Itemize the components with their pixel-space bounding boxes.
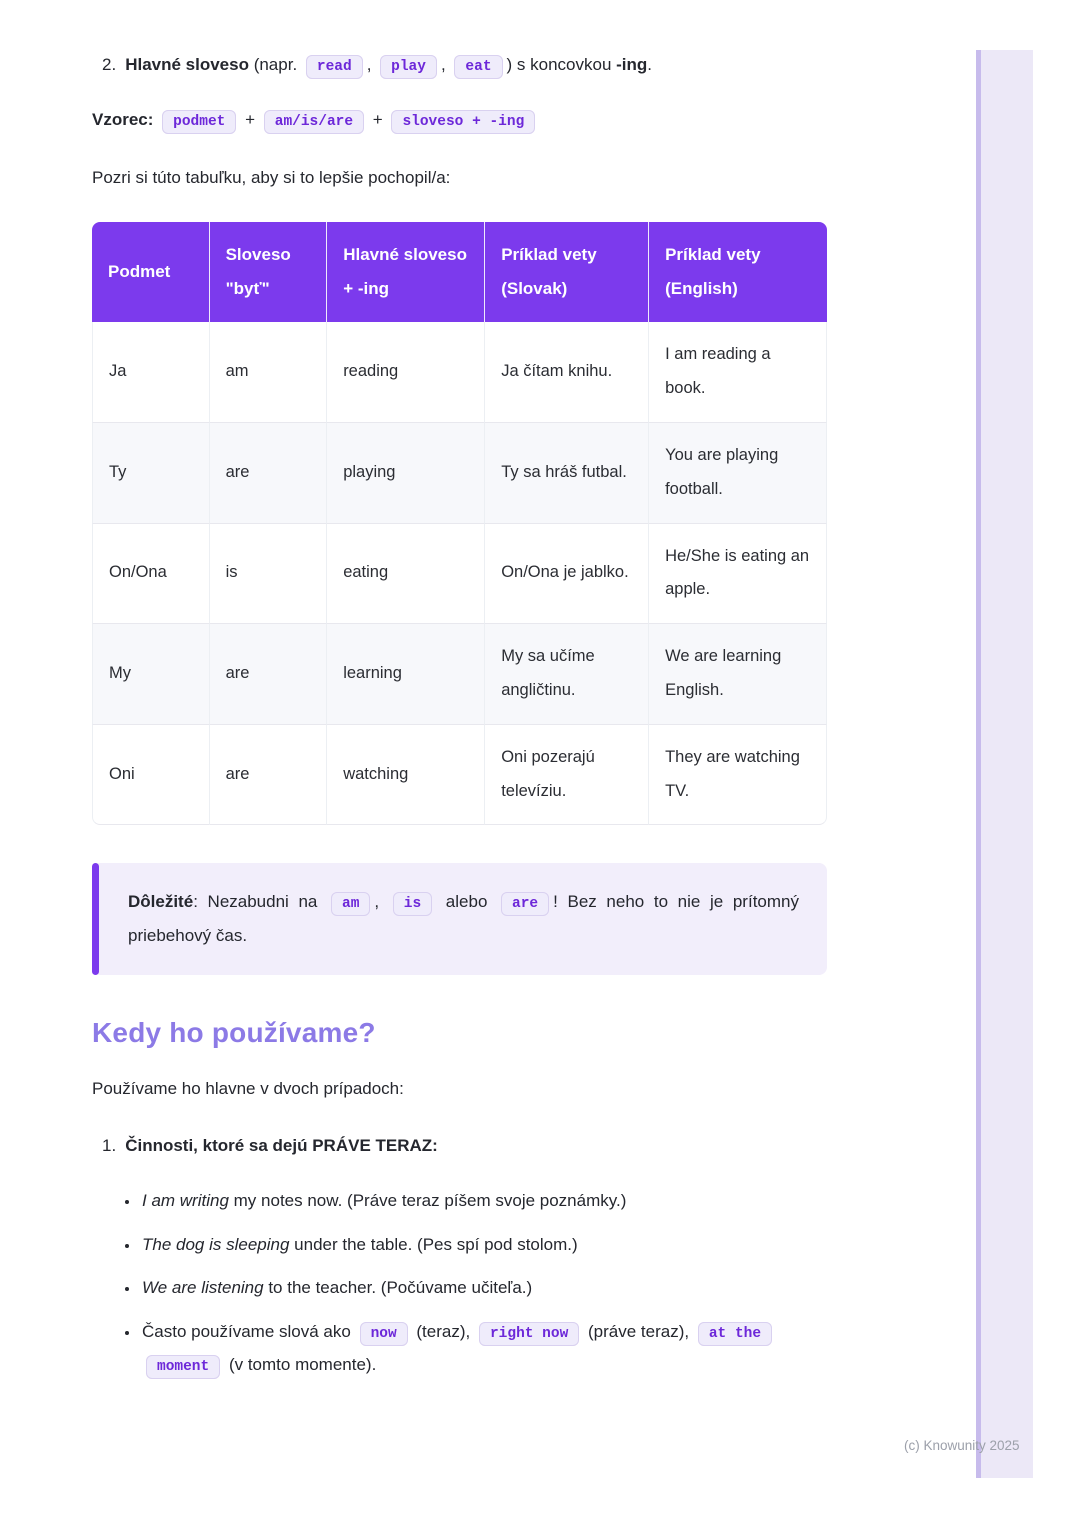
example-bullet — [140, 1272, 827, 1305]
examples-list — [140, 1185, 827, 1381]
code-chip: podmet — [162, 110, 236, 134]
code-chip: am — [331, 892, 370, 916]
section-intro: Používame ho hlavne v dvoch prípadoch: — [92, 1079, 404, 1099]
table-cell: Ja čítam knihu. — [485, 322, 649, 423]
list-item-main-verb — [92, 52, 827, 78]
table-cell: He/She is eating an apple. — [649, 524, 827, 625]
table-cell: Oni — [92, 725, 210, 826]
table-cell: My sa učíme angličtinu. — [485, 624, 649, 725]
text-segment: + — [368, 110, 388, 130]
page-edge-strip — [976, 50, 1033, 1478]
text-segment — [153, 110, 158, 129]
table-intro: Pozri si túto tabuľku, aby si to lepšie pochopil/a: — [92, 167, 451, 187]
example-bullet — [140, 1185, 827, 1218]
code-chip: read — [306, 55, 363, 79]
table-row — [92, 322, 827, 423]
text-segment: my notes now. (Práve teraz píšem svoje poznámky.) — [228, 1191, 627, 1211]
table-cell: are — [210, 423, 328, 524]
numbered-item-activities — [92, 1133, 827, 1159]
table-cell: eating — [327, 524, 485, 625]
conjugation-table — [92, 222, 827, 825]
document-content — [92, 52, 827, 1392]
table-row — [92, 524, 827, 625]
text-segment: Vzorec: — [92, 110, 154, 130]
numbered-item-text: Činnosti, ktoré sa dejú PRÁVE TERAZ: — [125, 1135, 438, 1155]
list-number: 2. — [102, 55, 117, 74]
table-cell: I am reading a book. — [649, 322, 827, 423]
table-cell: On/Ona — [92, 524, 210, 625]
column-header: Hlavné sloveso + -ing — [327, 222, 485, 322]
example-bullet — [140, 1229, 827, 1262]
example-bullet — [140, 1316, 827, 1381]
text-segment: ! Bez neho to nie je prítomný priebehový čas. — [128, 892, 799, 946]
table-cell: Ty — [92, 423, 210, 524]
column-header: Príklad vety (English) — [649, 222, 827, 322]
text-segment: . — [647, 55, 653, 74]
text-segment: , — [374, 892, 389, 912]
section-heading: Kedy ho používame? — [92, 1017, 376, 1049]
table-cell: reading — [327, 322, 485, 423]
table-row — [92, 725, 827, 826]
table-row — [92, 423, 827, 524]
table-cell: Oni pozerajú televíziu. — [485, 725, 649, 826]
table-cell: are — [210, 624, 328, 725]
column-header: Podmet — [92, 222, 210, 322]
table-cell: am — [210, 322, 328, 423]
text-segment: , — [440, 55, 451, 74]
text-segment: We are listening — [142, 1278, 264, 1298]
text-segment: Často používame slová ako — [142, 1321, 356, 1341]
text-segment: (napr. — [248, 55, 302, 74]
table-cell: They are watching TV. — [649, 725, 827, 826]
table-cell: playing — [327, 423, 485, 524]
code-chip: is — [393, 892, 432, 916]
table-cell: learning — [327, 624, 485, 725]
text-segment: , — [366, 55, 377, 74]
text-segment: Dôležité — [128, 892, 194, 912]
table-cell: We are learning English. — [649, 624, 827, 725]
text-segment: ) s koncovkou — [506, 55, 617, 74]
copyright-watermark: (c) Knowunity 2025 — [904, 1438, 1020, 1453]
table-cell: On/Ona je jablko. — [485, 524, 649, 625]
text-segment: to the teacher. (Počúvame učiteľa.) — [263, 1278, 533, 1298]
table-cell: watching — [327, 725, 485, 826]
code-chip: at the moment — [146, 1322, 772, 1379]
text-segment: (teraz), — [411, 1321, 475, 1341]
code-chip: are — [501, 892, 549, 916]
list-item-text — [125, 52, 652, 78]
table-cell: Ty sa hráš futbal. — [485, 423, 649, 524]
list-number: 1. — [102, 1135, 117, 1155]
table-cell: My — [92, 624, 210, 725]
table-header-row — [92, 222, 827, 322]
text-segment: (práve teraz), — [583, 1321, 694, 1341]
code-chip: sloveso + -ing — [391, 110, 535, 134]
text-segment: : Nezabudni na — [193, 892, 327, 912]
text-segment: Hlavné sloveso — [125, 55, 249, 74]
code-chip: play — [380, 55, 437, 79]
callout-text — [128, 892, 799, 945]
code-chip: am/is/are — [264, 110, 364, 134]
text-segment: + — [240, 110, 260, 130]
table-cell: You are playing football. — [649, 423, 827, 524]
text-segment: (v tomto momente). — [224, 1354, 377, 1374]
text-segment: I am writing — [142, 1191, 229, 1211]
code-chip: right now — [479, 1322, 579, 1346]
formula-line — [92, 105, 827, 136]
table-cell: is — [210, 524, 328, 625]
table-cell: are — [210, 725, 328, 826]
table-row — [92, 624, 827, 725]
table-cell: Ja — [92, 322, 210, 423]
code-chip: now — [360, 1322, 408, 1346]
text-segment: alebo — [436, 892, 498, 912]
text-segment: under the table. (Pes spí pod stolom.) — [289, 1234, 578, 1254]
column-header: Sloveso "byť" — [210, 222, 328, 322]
text-segment: -ing — [616, 55, 648, 74]
text-segment: The dog is sleeping — [142, 1234, 290, 1254]
important-callout — [92, 863, 827, 975]
column-header: Príklad vety (Slovak) — [485, 222, 649, 322]
code-chip: eat — [454, 55, 502, 79]
